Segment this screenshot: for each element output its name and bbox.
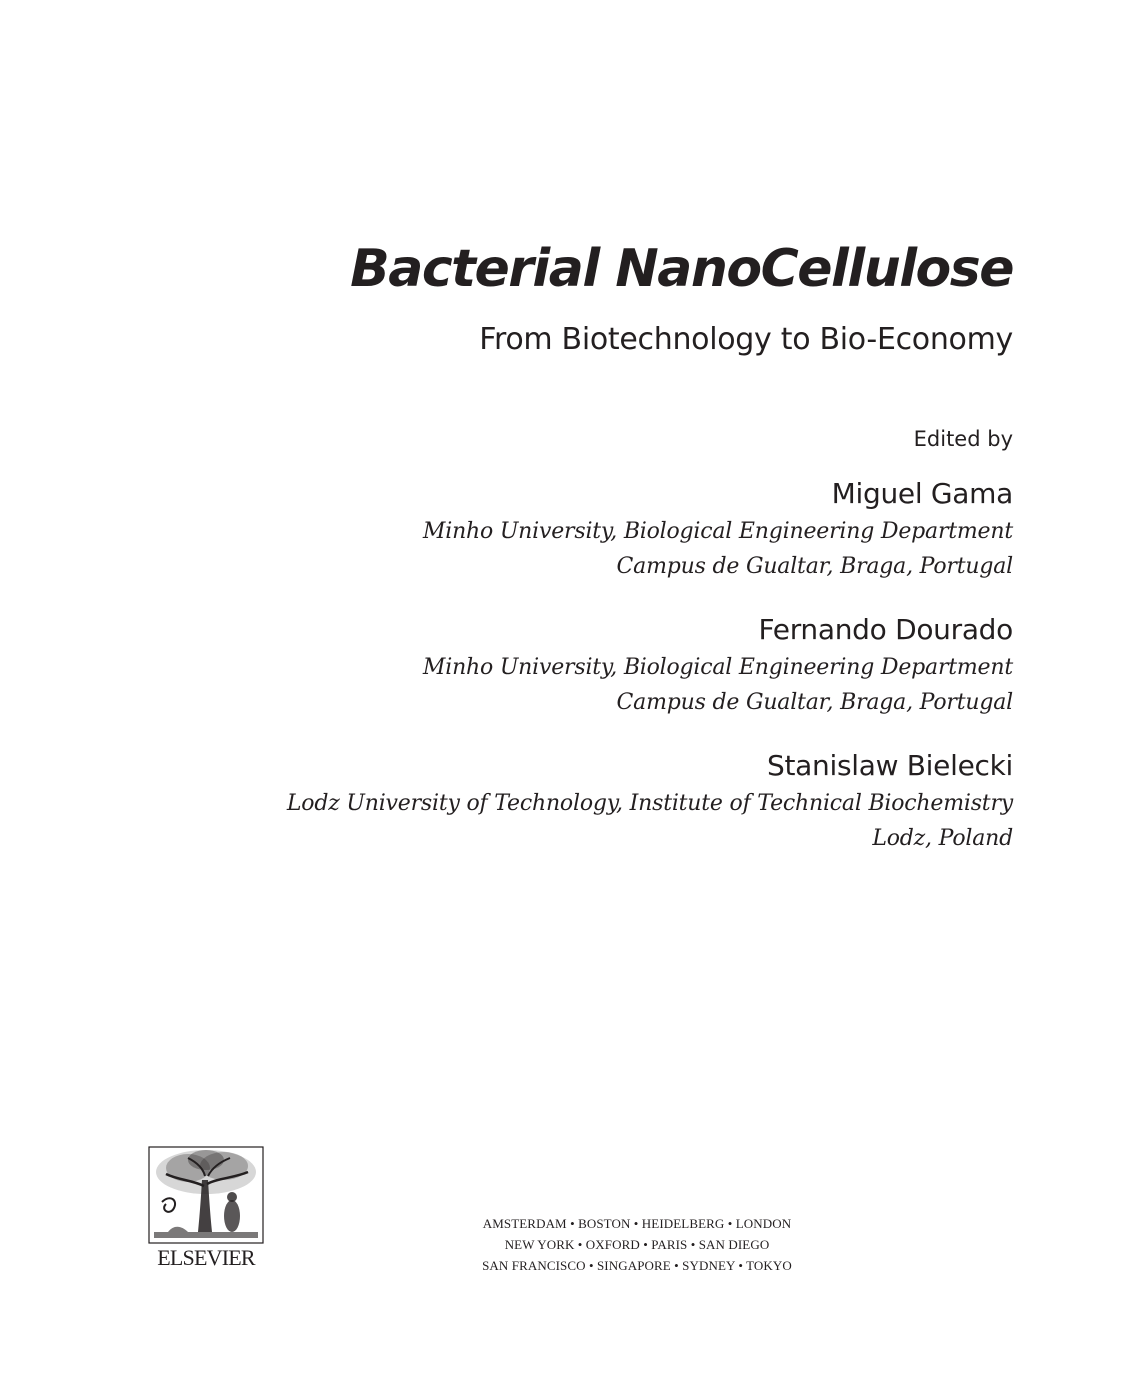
editor-affiliation: Minho University, Biological Engineering Department — [422, 519, 1013, 544]
cities-line: AMSTERDAM • BOSTON • HEIDELBERG • LONDON — [482, 1216, 792, 1231]
cities-line: SAN FRANCISCO • SINGAPORE • SYDNEY • TOKYO — [482, 1258, 792, 1273]
title-block — [113, 232, 1013, 360]
publisher-cities — [437, 1213, 837, 1276]
editor-entry — [113, 746, 1013, 856]
elsevier-tree-icon — [148, 1146, 264, 1244]
editor-name: Fernando Dourado — [758, 613, 1013, 646]
editors-block — [113, 424, 1013, 882]
editor-entry — [113, 610, 1013, 720]
editor-affiliation: Campus de Gualtar, Braga, Portugal — [616, 554, 1013, 579]
editor-entry — [113, 474, 1013, 584]
book-subtitle: From Biotechnology to Bio-Economy — [479, 322, 1013, 357]
editor-affiliation: Campus de Gualtar, Braga, Portugal — [616, 690, 1013, 715]
editor-affiliation: Lodz University of Technology, Institute of Technical Biochemistry — [286, 791, 1013, 816]
edited-by-label: Edited by — [913, 427, 1013, 451]
editor-name: Stanislaw Bielecki — [767, 749, 1013, 782]
editor-affiliation: Minho University, Biological Engineering Department — [422, 655, 1013, 680]
editor-affiliation: Lodz, Poland — [872, 826, 1013, 851]
book-title: Bacterial NanoCellulose — [350, 239, 1013, 299]
editor-name: Miguel Gama — [831, 477, 1013, 510]
publisher-logo — [146, 1146, 266, 1270]
cities-line: NEW YORK • OXFORD • PARIS • SAN DIEGO — [504, 1237, 770, 1252]
publisher-name: ELSEVIER — [157, 1245, 255, 1270]
